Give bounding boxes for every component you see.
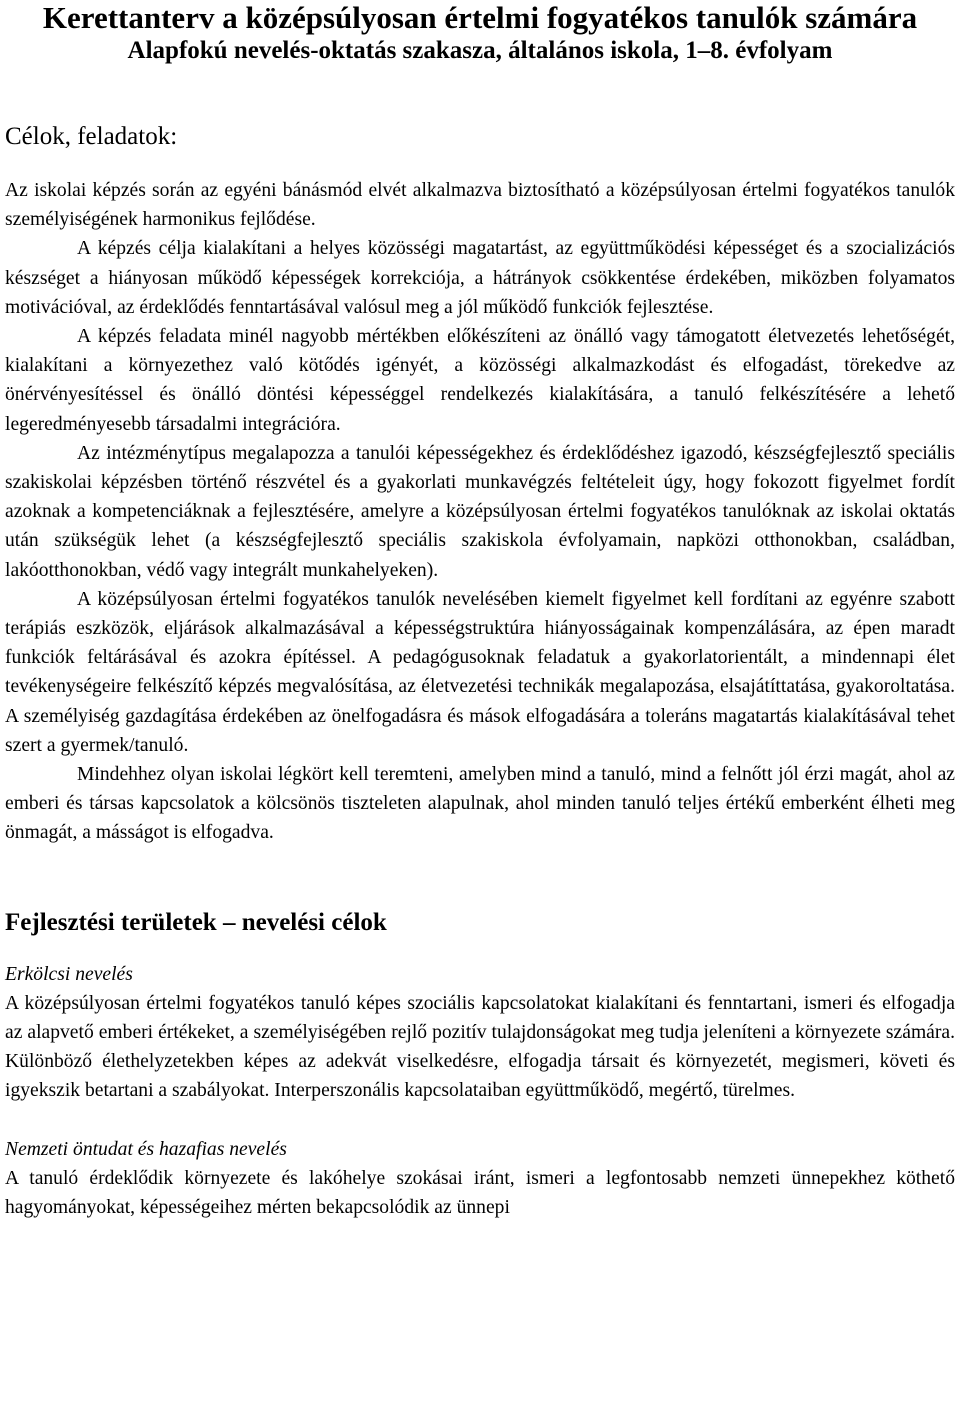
goals-paragraph-4: Az intézménytípus megalapozza a tanulói képességekhez és érdeklődéshez igazodó, készségfejlesztő speciális szakiskolai képzésben történő részvétel és a gyakorlati munkavégzés feltételeit úgy, hogy fokozott figyelmet fordít azoknak a kompetenciáknak a fejlesztésére, amelyre a középsúlyosan értelmi fogyatékos tanulóknak az iskolai oktatás után szükségük lehet (a készségfejlesztő speciális szakiskola évfolyamain, napközi otthonokban, családban, lakóotthonokban, védő vagy integrált munkahelyeken). — [5, 442, 955, 581]
document-subtitle: Alapfokú nevelés-oktatás szakasza, általános iskola, 1–8. évfolyam — [127, 37, 833, 64]
goals-paragraph-6: Mindehhez olyan iskolai légkört kell teremteni, amelyben mind a tanuló, mind a felnőtt jól érzi magát, ahol az emberi és társas kapcsolatok a kölcsönös tiszteleten alapulnak, ahol minden tanuló teljes értékű emberként élheti meg önmagát, a másságot is elfogadva. — [5, 764, 955, 844]
goals-paragraph-3: A képzés feladata minél nagyobb mértékben előkészíteni az önálló vagy támogatott életvezetés lehetőségét, kialakítani a környezethez való kötődés igényét, a közösségi alkalmazkodást és elfogadást, törekedve az önérvényesítéssel és önálló döntési képességgel rendelkezés kialakítására, a tanuló felkészítésére a lehető legeredményesebb társadalmi integrációra. — [5, 326, 955, 435]
moral-education-text: A középsúlyosan értelmi fogyatékos tanuló képes szociális kapcsolatokat kialakítani és fenntartani, ismeri és elfogadja az alapvető emberi értékeket, a személyiségében rejlő pozitív tulajdonságokat meg tudja jeleníteni a környezete számára. Különböző élethelyzetekben képes az adekvát viselkedésre, elfogadja társait és környezetét, megismeri, követi és igyekszik betartani a szabályokat. Interperszonális kapcsolataiban együttműködő, megértő, türelmes. — [5, 992, 955, 1102]
document-title: Kerettanterv a középsúlyosan értelmi fogyatékos tanulók számára — [42, 0, 918, 35]
development-heading: Fejlesztési területek – nevelési célok — [5, 908, 387, 936]
goals-paragraph-1: Az iskolai képzés során az egyéni bánásmód elvét alkalmazva biztosítható a középsúlyosan értelmi fogyatékos tanulók személyiségének harmonikus fejlődése. — [5, 180, 955, 231]
national-education-text: A tanuló érdeklődik környezete és lakóhelye szokásai iránt, ismeri a legfontosabb nemzeti ünnepekhez köthető hagyományokat, képességeihez mérten bekapcsolódik az ünnepi — [5, 1167, 955, 1219]
moral-education-heading: Erkölcsi nevelés — [5, 963, 133, 985]
section-spacer — [5, 1106, 955, 1135]
goals-heading: Célok, feladatok: — [5, 123, 178, 150]
national-education-heading: Nemzeti öntudat és hazafias nevelés — [5, 1138, 287, 1160]
goals-paragraph-5: A középsúlyosan értelmi fogyatékos tanulók nevelésében kiemelt figyelmet kell fordítani az egyénre szabott terápiás eszközök, eljárások alkalmazásával a képességstruktúra hiányosságainak kompenzálására, az épen maradt funkciók feltárásával és azokra építéssel. A pedagógusoknak feladatuk a gyakorlatorientált, a mindennapi élet tevékenységeire felkészítő képzés megvalósítása, az életvezetési technikák megalapozása, elsajátíttatása, gyakoroltatása. A személyiség gazdagítása érdekében az önelfogadásra és mások elfogadására a toleráns magatartás kialakításával tehet szert a gyermek/tanuló. — [5, 588, 955, 756]
goals-paragraph-2: A képzés célja kialakítani a helyes közösségi magatartást, az együttműködési képességet és a szocializációs készséget a hiányosan működő képességek korrekciója, a hátrányok csökkentése érdekében, miközben folyamatos motivációval, az érdeklődés fenntartásával valósul meg a jól működő funkciók fejlesztése. — [5, 238, 955, 318]
